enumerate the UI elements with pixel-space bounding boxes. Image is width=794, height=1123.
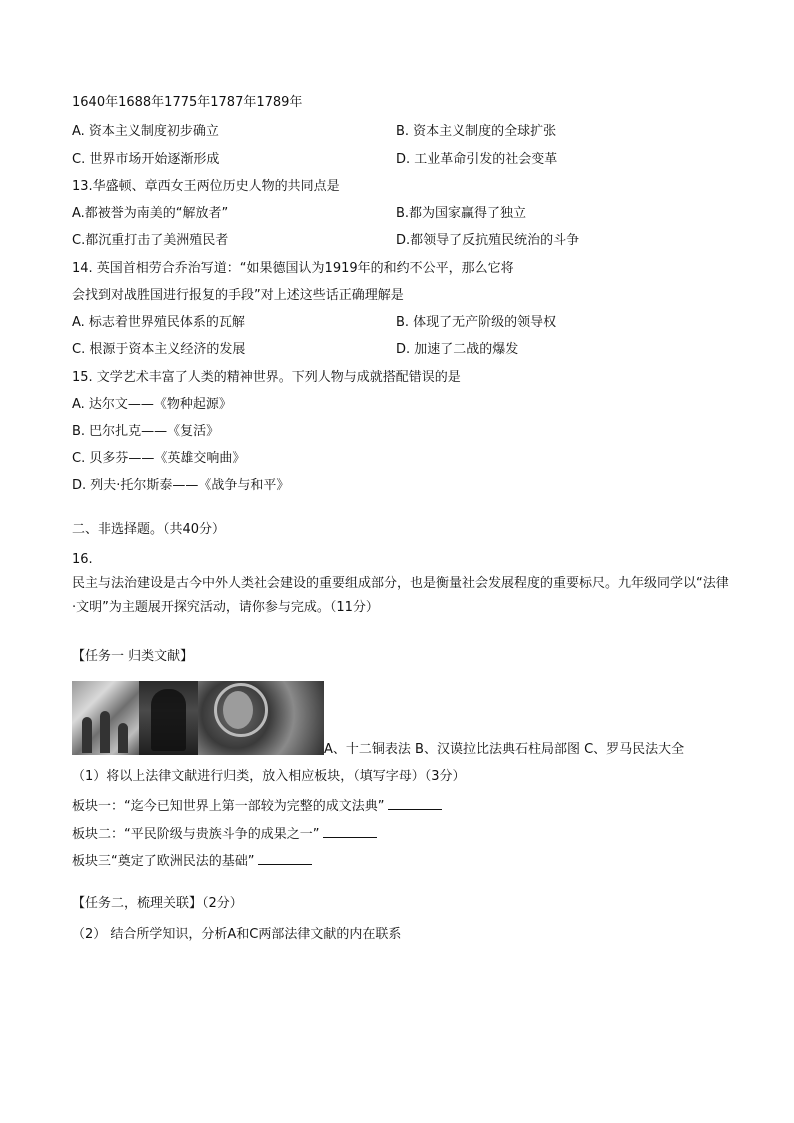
justinian-mosaic-image — [198, 681, 324, 755]
q13-stem: 13.华盛顿、章西女王两位历史人物的共同点是 — [72, 179, 340, 194]
q14-option-b: B. 体现了无产阶级的领导权 — [396, 315, 557, 330]
section-2-heading: 二、非选择题。（共40分） — [72, 522, 226, 537]
law-documents-images — [72, 681, 324, 755]
q14-option-c: C. 根源于资本主义经济的发展 — [72, 342, 246, 357]
block2-answer-blank[interactable] — [323, 825, 377, 838]
q16-sub1: （1）将以上法律文献进行归类，放入相应板块，（填写字母）（3分） — [72, 769, 466, 784]
q15-option-a: A. 达尔文——《物种起源》 — [72, 397, 232, 412]
task2-title: 【任务二，梳理关联】（2分） — [72, 896, 243, 911]
block1-row — [72, 797, 442, 816]
block1-label: 板块一：“迄今已知世界上第一部较为完整的成文法典” — [72, 799, 385, 814]
years-line: 1640年1688年1775年1787年1789年 — [72, 95, 303, 110]
q13-option-a: A.都被誉为南美的“解放者” — [72, 206, 229, 221]
q15-stem: 15. 文学艺术丰富了人类的精神世界。下列人物与成就搭配错误的是 — [72, 370, 461, 385]
q14-option-a: A. 标志着世界殖民体系的瓦解 — [72, 315, 245, 330]
q12-option-d: D. 工业革命引发的社会变革 — [396, 152, 558, 167]
q13-option-b: B.都为国家赢得了独立 — [396, 206, 527, 221]
q16-intro: 民主与法治建设是古今中外人类社会建设的重要组成部分，也是衡量社会发展程度的重要标尺。九年级同学以“法律·文明”为主题展开探究活动，请你参与完成。（11分） — [72, 576, 729, 615]
block3-label: 板块三“奠定了欧洲民法的基础” — [72, 854, 255, 869]
q12-option-b: B. 资本主义制度的全球扩张 — [396, 124, 557, 139]
hammurabi-stele-image — [139, 681, 198, 755]
q15-option-c: C. 贝多芬——《英雄交响曲》 — [72, 451, 246, 466]
q15-option-b: B. 巴尔扎克——《复活》 — [72, 424, 220, 439]
q14-stem-line1: 14. 英国首相劳合乔治写道：“如果德国认为1919年的和约不公平，那么它将 — [72, 261, 514, 276]
block3-answer-blank[interactable] — [258, 852, 312, 865]
q16-number: 16. — [72, 552, 93, 567]
q12-option-a: A. 资本主义制度初步确立 — [72, 124, 219, 139]
q12-option-c: C. 世界市场开始逐渐形成 — [72, 152, 220, 167]
twelve-tables-image — [72, 681, 139, 755]
images-caption: A、十二铜表法 B、汉谟拉比法典石柱局部图 C、罗马民法大全 — [324, 742, 685, 757]
q16-sub2: （2） 结合所学知识，分析A和C两部法律文献的内在联系 — [72, 927, 402, 942]
q13-option-c: C.都沉重打击了美洲殖民者 — [72, 233, 229, 248]
q15-option-d: D. 列夫·托尔斯泰——《战争与和平》 — [72, 478, 290, 493]
task1-title: 【任务一 归类文献】 — [72, 649, 194, 664]
block2-row — [72, 825, 377, 844]
block3-row — [72, 852, 312, 871]
block2-label: 板块二：“平民阶级与贵族斗争的成果之一” — [72, 827, 320, 842]
q13-option-d: D.都领导了反抗殖民统治的斗争 — [396, 233, 580, 248]
q14-stem-line2: 会找到对战胜国进行报复的手段”对上述这些话正确理解是 — [72, 288, 404, 303]
q14-option-d: D. 加速了二战的爆发 — [396, 342, 519, 357]
block1-answer-blank[interactable] — [388, 797, 442, 810]
